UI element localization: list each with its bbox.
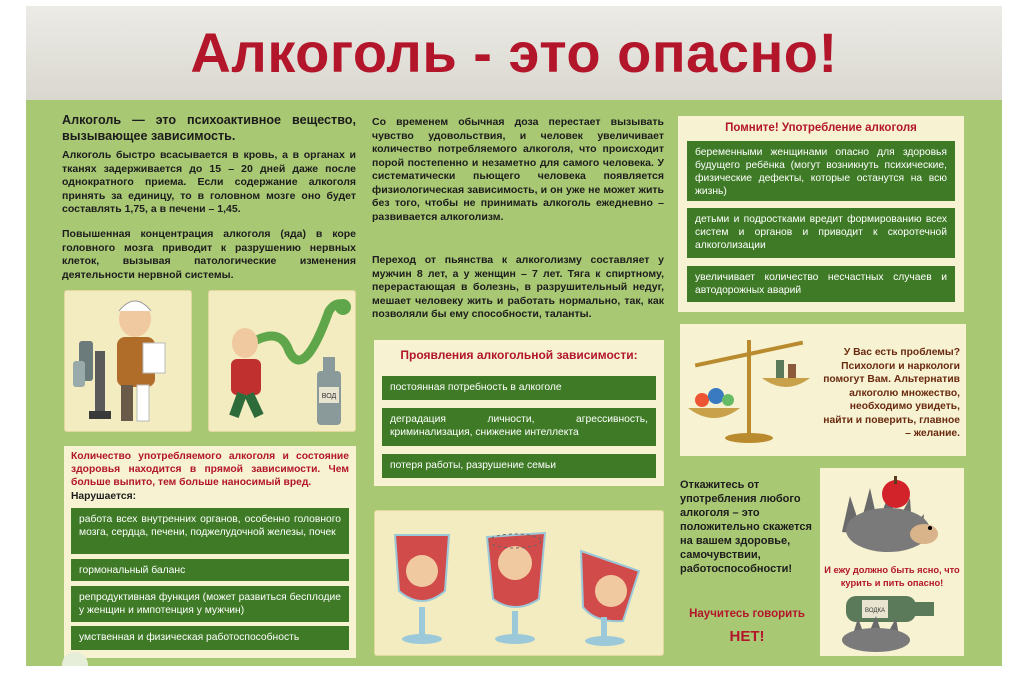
intro-paragraph-1: Алкоголь быстро всасывается в кровь, а в органах и тканях задерживается до 15 – 20 дней даже после однократного приема. Если содержание алкоголя принять за единицу, то в головном мозге оно будет составлять 1,75, а в печени – 1,45.: [62, 149, 356, 215]
remember-title: Помните! Употребление алкоголя: [725, 122, 917, 134]
health-item-reproductive: репродуктивная функция (может развиться бесплодие у женщин и импотенция у мужчин): [71, 586, 349, 622]
header-band: [26, 6, 1002, 100]
illustration-glasses: [374, 510, 664, 656]
intro-paragraph-2: Повышенная концентрация алкоголя (яда) в коре головного мозга приводит к разрушению нервных клеток, вызывая патологические изменения деятельности нервной системы.: [62, 228, 356, 281]
dependency-panel: [374, 340, 664, 486]
bottle-label-2: ВОДКА: [865, 608, 885, 614]
learn-to-say: Научитесь говорить: [689, 608, 805, 620]
hedgehog-panel: [820, 468, 964, 656]
intro-heading: Алкоголь — это психоактивное вещество, вызывающее зависимость.: [62, 113, 356, 143]
say-no: НЕТ!: [729, 628, 765, 645]
dependency-title: Проявления алкогольной зависимости:: [400, 348, 638, 362]
middle-paragraph-2: Переход от пьянства к алкоголизму составляет у мужчин 8 лет, а у женщин – 7 лет. Тяга к спиртному, перерастающая в болезнь, в разрушительный недуг, мешает человеку жить и работать нормально, так, как позволяли бы ему способности, таланты.: [372, 254, 664, 320]
health-panel: [64, 446, 356, 658]
health-subtitle: Нарушается:: [71, 491, 137, 502]
illustration-injured-man: [64, 290, 192, 432]
poster: [26, 6, 1002, 666]
health-intro: Количество употребляемого алкоголя и состояние здоровья находится в прямой зависимости. Чем больше выпито, тем больше наносимый вред.: [71, 451, 349, 488]
remember-item-children: детьми и подростками вредит формированию всех систем и органов и приводит к скоротечной алкоголизации: [687, 208, 955, 258]
help-text: У Вас есть проблемы? Психологи и наркологи помогут Вам. Альтернатив алкоголю множество, необходимо увидеть, найти и поверить, главное – желание.: [823, 347, 960, 439]
remember-panel: [678, 116, 964, 312]
middle-paragraph-1: Со временем обычная доза перестает вызывать чувство удовольствия, и человек увеличивает количество потребляемого алкоголя, что происходит порой постепенно и незаметно для самого человека. У систематически пьющего человека появляется физиологическая зависимость, и он уже не может жить без того, чтобы не принимать алкоголь ежедневно – развивается алкоголизм.: [372, 116, 664, 223]
dependency-item-need: постоянная потребность в алкоголе: [382, 376, 656, 400]
refuse-text: Откажитесь от употребления любого алкоголя – это положительно скажется на вашем здоровье, самочувствии, работоспособности!: [680, 479, 812, 575]
health-item-mental: умственная и физическая работоспособность: [71, 626, 349, 650]
scales-icon: [684, 330, 814, 450]
poster-title: Алкоголь - это опасно!: [190, 21, 838, 84]
bottle-label-1: ВОД: [321, 393, 337, 400]
hedgehog-text: И ежу должно быть ясно, что курить и пить опасно!: [824, 565, 960, 588]
illustration-snake-bottle: [208, 290, 356, 432]
dependency-item-job-loss: потеря работы, разрушение семьи: [382, 454, 656, 478]
dependency-item-degradation: деградация личности, агрессивность, криминализация, снижение интеллекта: [382, 408, 656, 446]
help-panel: [680, 324, 966, 456]
health-item-organs: работа всех внутренних органов, особенно головного мозга, сердца, печени, поджелудочной железы, почек: [71, 508, 349, 554]
health-item-hormones: гормональный баланс: [71, 559, 349, 581]
remember-item-pregnant: беременными женщинами опасно для здоровья будущего ребёнка (могут возникнуть психические, физические дефекты, которые останутся на всю жизнь): [687, 141, 955, 201]
remember-item-accidents: увеличивает количество несчастных случаев и автодорожных аварий: [687, 266, 955, 302]
